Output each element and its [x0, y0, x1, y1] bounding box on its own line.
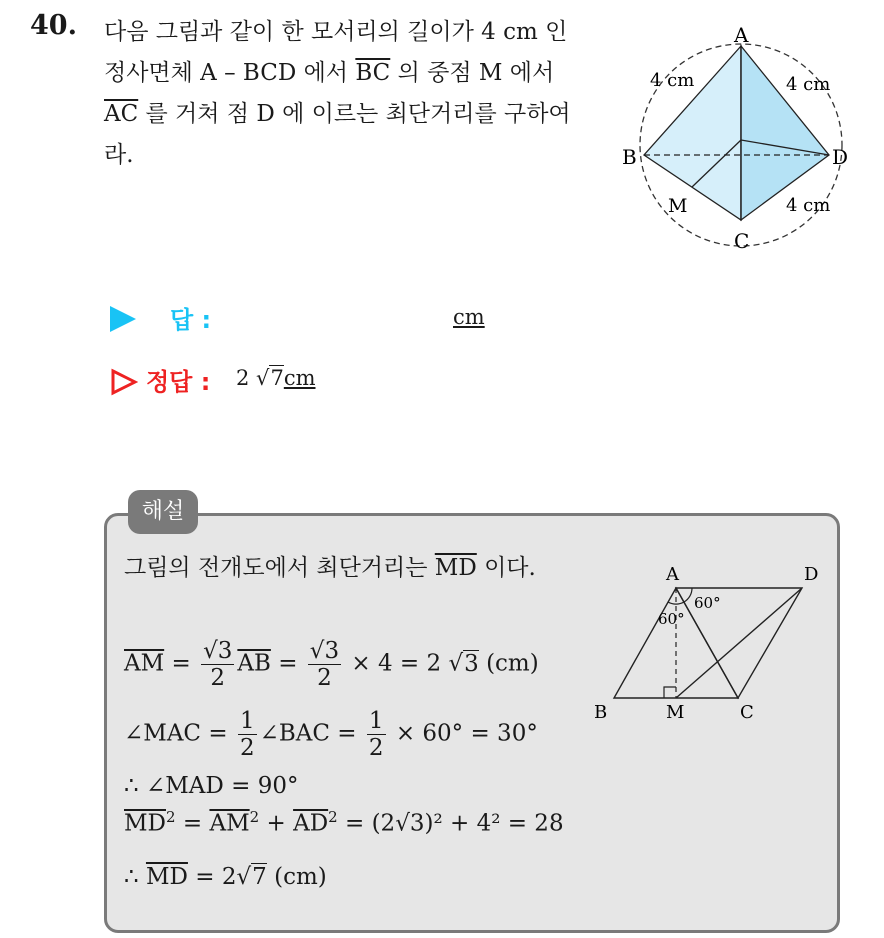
length-ab-label: 4 cm: [650, 70, 695, 91]
segment-ac: $\overline{AC}$: [104, 101, 139, 127]
net-point-m-label: M: [666, 702, 685, 723]
eq2-lhs: ∠MAC =: [124, 720, 235, 747]
segment-bc: $\overline{BC}$: [355, 60, 391, 86]
explanation-intro: [124, 548, 579, 588]
vertex-a-label: A: [734, 23, 749, 47]
vertex-c-label: C: [734, 229, 750, 253]
question-text-b: 의 중점 M 에서: [390, 60, 555, 86]
correct-radicand: 7: [270, 366, 284, 390]
eq1-seg-ab: $\overline{AB}$: [237, 650, 271, 677]
segment-md: $\overline{MD}$: [434, 555, 477, 581]
explanation-line1-a: 그림의 전개도에서 최단거리는: [124, 555, 435, 581]
eq1-frac-1: $\frac{√3}{2}$: [203, 638, 233, 691]
eq4-seg-md: $\overline{MD}$: [124, 810, 166, 837]
correct-label: 정답 :: [146, 368, 211, 396]
eq2-frac-1: $\frac{1}{2}$: [239, 708, 255, 761]
eq5-root: 7: [252, 864, 267, 890]
eq1-frac-2: $\frac{√3}{2}$: [309, 638, 340, 691]
angle-label-1: 60°: [694, 594, 721, 612]
vertex-b-label: B: [622, 145, 637, 169]
net-figure: [590, 560, 835, 730]
right-angle-mark: [664, 687, 676, 698]
eq5-seg-md: $\overline{MD}$: [145, 864, 188, 890]
eq2-tail: × 60° = 30°: [395, 720, 538, 747]
angle-arc-2: [684, 588, 692, 602]
vertex-d-label: D: [832, 145, 849, 169]
eq4-seg-am: $\overline{AM}$: [209, 810, 250, 837]
correct-triangle-icon: [110, 368, 138, 396]
eq5-prefix: ∴: [124, 864, 146, 890]
equation-pythagoras: $\overline{MD}^2 = \overline{AM}^2 + \overline{AD}^2 = (2√3)^2 + 4^2 = 28$: [124, 808, 564, 837]
angle-arc-1: [668, 602, 684, 604]
eq4-rhs: = (2√3)² + 4² = 28: [337, 810, 564, 837]
correct-unit: cm: [283, 366, 316, 390]
question-text: [104, 12, 594, 176]
question-number: 40.: [30, 10, 77, 41]
correct-value: 2 √7cm: [236, 366, 316, 390]
net-vertex-c-label: C: [740, 702, 754, 723]
eq1-lhs: $\overline{AM}$: [124, 650, 165, 677]
net-vertex-d-label: D: [804, 564, 819, 585]
equation-angle-mad: ∴ ∠MAD = 90°: [124, 773, 299, 799]
eq2-frac-2: $\frac{1}{2}$: [368, 708, 384, 761]
eq5-mid: = 2: [187, 864, 237, 890]
eq2-mid: ∠BAC =: [259, 720, 364, 747]
question-text-c: 를 거쳐 점 D 에 이르는 최단거리를 구하여라.: [104, 101, 571, 168]
net-vertex-a-label: A: [666, 564, 679, 585]
tetrahedron-figure: [614, 20, 864, 260]
question-text-a: 다음 그림과 같이 한 모서리의 길이가 4 cm 인 정사면체 A – BCD 에서: [104, 19, 568, 86]
explanation-line1-b: 이다.: [476, 555, 536, 581]
explanation-tab: 해설: [128, 490, 198, 534]
equation-angle-mac: [124, 708, 538, 761]
correct-coef: 2: [236, 366, 250, 390]
equation-am: $\overline{AM}$ = $\frac{√3}{2}$ $\overline{AB}$ = $\frac{√3}{2}$ × 4 = 2 √3 (cm): [124, 638, 539, 691]
eq4-seg-ad: $\overline{AD}$: [293, 810, 329, 837]
net-vertex-b-label: B: [594, 702, 608, 723]
face-acd: [741, 46, 829, 220]
eq1-times: × 4 = 2: [351, 650, 449, 677]
equation-result: ∴ $\overline{MD} = 2√7$ (cm): [124, 864, 327, 890]
eq1-root: 3: [464, 650, 479, 677]
angle-label-2: 60°: [658, 610, 685, 628]
length-cd-label: 4 cm: [786, 195, 831, 216]
answer-label: 답 :: [170, 306, 212, 334]
eq5-unit: (cm): [266, 864, 327, 890]
length-ad-label: 4 cm: [786, 74, 831, 95]
answer-triangle-icon: [110, 306, 136, 332]
answer-unit: cm: [453, 305, 485, 329]
eq1-unit: (cm): [478, 650, 539, 677]
point-m-label: M: [668, 195, 688, 217]
